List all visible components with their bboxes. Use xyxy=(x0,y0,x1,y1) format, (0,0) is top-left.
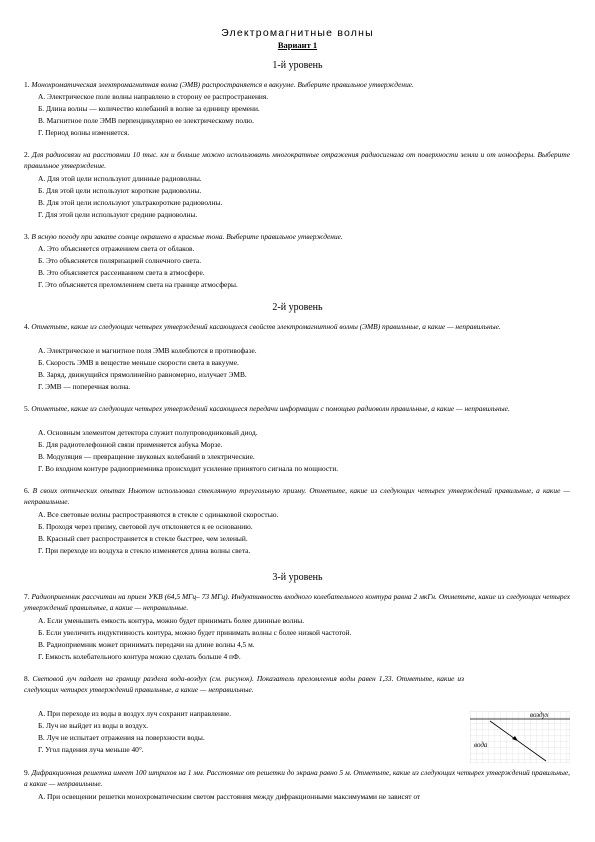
question-1 xyxy=(24,80,570,91)
question-text: Радиоприемник рассчитан на прием УКВ (64,5 МГц– 73 МГц). Индуктивность входного колебательного контура равна 2 мкГн. Отметьте, какие из следующих четырех утверждений правильные, а какие — неправильные. xyxy=(24,592,570,612)
level-heading-1: 1-й уровень xyxy=(272,60,323,71)
answer-option: Б. Для радиотелефонной связи применяется азбука Морзе. xyxy=(38,440,223,449)
question-2 xyxy=(24,150,570,171)
answer-option: Г. Для этой цели используют средние радиоволны. xyxy=(38,210,198,219)
answer-option: А. Если уменьшить емкость контура, можно будет принимать более длинные волны. xyxy=(38,616,305,625)
question-text: Для радиосвязи на расстоянии 10 тыс. км и больше можно использовать многократные отражения радиосигнала от поверхности земли и от ионосферы. Выберите правильное утверждение. xyxy=(24,150,570,170)
water-label: вода xyxy=(474,741,488,749)
question-number: 3. xyxy=(24,232,30,241)
refraction-figure xyxy=(470,711,570,763)
answer-option: Б. Если увеличить индуктивность контура, можно будет принимать волны с более низкой частотой. xyxy=(38,628,352,637)
answer-option: А. При переходе из воды в воздух луч сохранит направление. xyxy=(38,709,232,718)
question-7 xyxy=(24,592,570,613)
answer-option: В. Красный свет распространяется в стекле быстрее, чем зеленый. xyxy=(38,534,248,543)
answer-option: А. При освещении решетки монохроматическим светом расстояния между дифракционными максимумами не зависят от xyxy=(38,792,421,801)
answer-option: В. Модуляция — превращение звуковых колебаний в электрические. xyxy=(38,452,255,461)
answer-option: А. Все световые волны распространяются в стекле с одинаковой скоростью. xyxy=(38,510,279,519)
question-8 xyxy=(24,674,464,695)
question-text: В ясную погоду при закате солнце окрашено в красные тона. Выберите правильное утверждение. xyxy=(31,232,343,241)
answer-option: А. Для этой цели используют длинные радиоволны. xyxy=(38,174,202,183)
answer-option: Г. Во входном контуре радиоприемника происходит усиление принятого сигнала по мощности. xyxy=(38,464,339,473)
question-number: 8. xyxy=(24,674,30,683)
answer-option: Г. Период волны изменяется. xyxy=(38,128,130,137)
answer-option: Б. Длина волны — количество колебаний в волне за единицу времени. xyxy=(38,104,260,113)
question-number: 6. xyxy=(24,486,30,495)
question-text: Световой луч падает на границу раздела вода-воздух (см. рисунок). Показатель преломления воды равен 1,33. Отметьте, какие из следующих четырех утверждений правильные, а какие — неправильные. xyxy=(24,674,464,694)
question-6 xyxy=(24,486,570,507)
question-text: Монохроматическая электромагнитная волна (ЭМВ) распространяется в вакууме. Выберите правильное утверждение. xyxy=(31,80,414,89)
answer-option: А. Это объясняется отражением света от облаков. xyxy=(38,244,195,253)
question-text: Дифракционная решетка имеет 100 штрихов на 1 мм. Расстояние от решетки до экрана равно 5 м. Отметьте, какие из следующих четырех утверждений правильные, а какие — неправильные. xyxy=(24,768,570,788)
answer-option: В. Радиоприемник может принимать передачи на длине волны 4,5 м. xyxy=(38,640,255,649)
variant-label: Вариант 1 xyxy=(277,40,318,50)
question-5 xyxy=(24,404,570,415)
question-number: 5. xyxy=(24,404,30,413)
answer-option: В. Это объясняется рассеиванием света в атмосфере. xyxy=(38,268,205,277)
answer-option: А. Основным элементом детектора служит полупроводниковый диод. xyxy=(38,428,258,437)
answer-option: Б. Проходя через призму, световой луч отклоняется к ее основанию. xyxy=(38,522,253,531)
level-heading-3: 3-й уровень xyxy=(272,572,323,583)
answer-option: В. Луч не испытает отражения на поверхности воды. xyxy=(38,733,205,742)
question-4 xyxy=(24,322,570,333)
answer-option: Г. ЭМВ — поперечная волна. xyxy=(38,382,131,391)
question-number: 9. xyxy=(24,768,30,777)
question-text: Отметьте, какие из следующих четырех утверждений касающиеся передачи информации с помощью радиоволн правильные, а какие — неправильные. xyxy=(31,404,510,413)
answer-option: В. Магнитное поле ЭМВ перпендикулярно ее электрическому полю. xyxy=(38,116,255,125)
answer-option: Г. Угол падения луча меньше 40°. xyxy=(38,745,144,754)
answer-option: А. Электрическое и магнитное поля ЭМВ колеблются в противофазе. xyxy=(38,346,257,355)
question-number: 2. xyxy=(24,150,30,159)
answer-option: В. Заряд, движущийся прямолинейно равномерно, излучает ЭМВ. xyxy=(38,370,247,379)
question-text: Отметьте, какие из следующих четырех утверждений касающиеся свойств электромагнитной волны (ЭМВ) правильные, а какие — неправильные. xyxy=(31,322,501,331)
level-heading-2: 2-й уровень xyxy=(272,302,323,313)
question-number: 1. xyxy=(24,80,30,89)
question-text: В своих оптических опытах Ньютон использовал стеклянную треугольную призму. Отметьте, какие из следующих четырех утверждений правильные, а какие — неправильные. xyxy=(24,486,570,506)
question-9 xyxy=(24,768,570,789)
air-label: воздух xyxy=(530,711,549,719)
document-title: Электромагнитные волны xyxy=(221,27,374,39)
question-number: 4. xyxy=(24,322,30,331)
answer-option: Г. Это объясняется преломлением света на границе атмосферы. xyxy=(38,280,238,289)
answer-option: Г. При переходе из воздуха в стекло изменяется длина волны света. xyxy=(38,546,251,555)
answer-option: Б. Это объясняется поляризацией солнечного света. xyxy=(38,256,202,265)
answer-option: Б. Для этой цели используют короткие радиоволны. xyxy=(38,186,202,195)
answer-option: А. Электрическое поле волны направлено в сторону ее распространения. xyxy=(38,92,269,101)
answer-option: Б. Скорость ЭМВ в веществе меньше скорости света в вакууме. xyxy=(38,358,239,367)
question-3 xyxy=(24,232,570,243)
question-number: 7. xyxy=(24,592,30,601)
answer-option: В. Для этой цели используют ультракороткие радиоволны. xyxy=(38,198,223,207)
answer-option: Б. Луч не выйдет из воды в воздух. xyxy=(38,721,149,730)
answer-option: Г. Емкость колебательного контура можно сделать больше 4 пФ. xyxy=(38,652,241,661)
